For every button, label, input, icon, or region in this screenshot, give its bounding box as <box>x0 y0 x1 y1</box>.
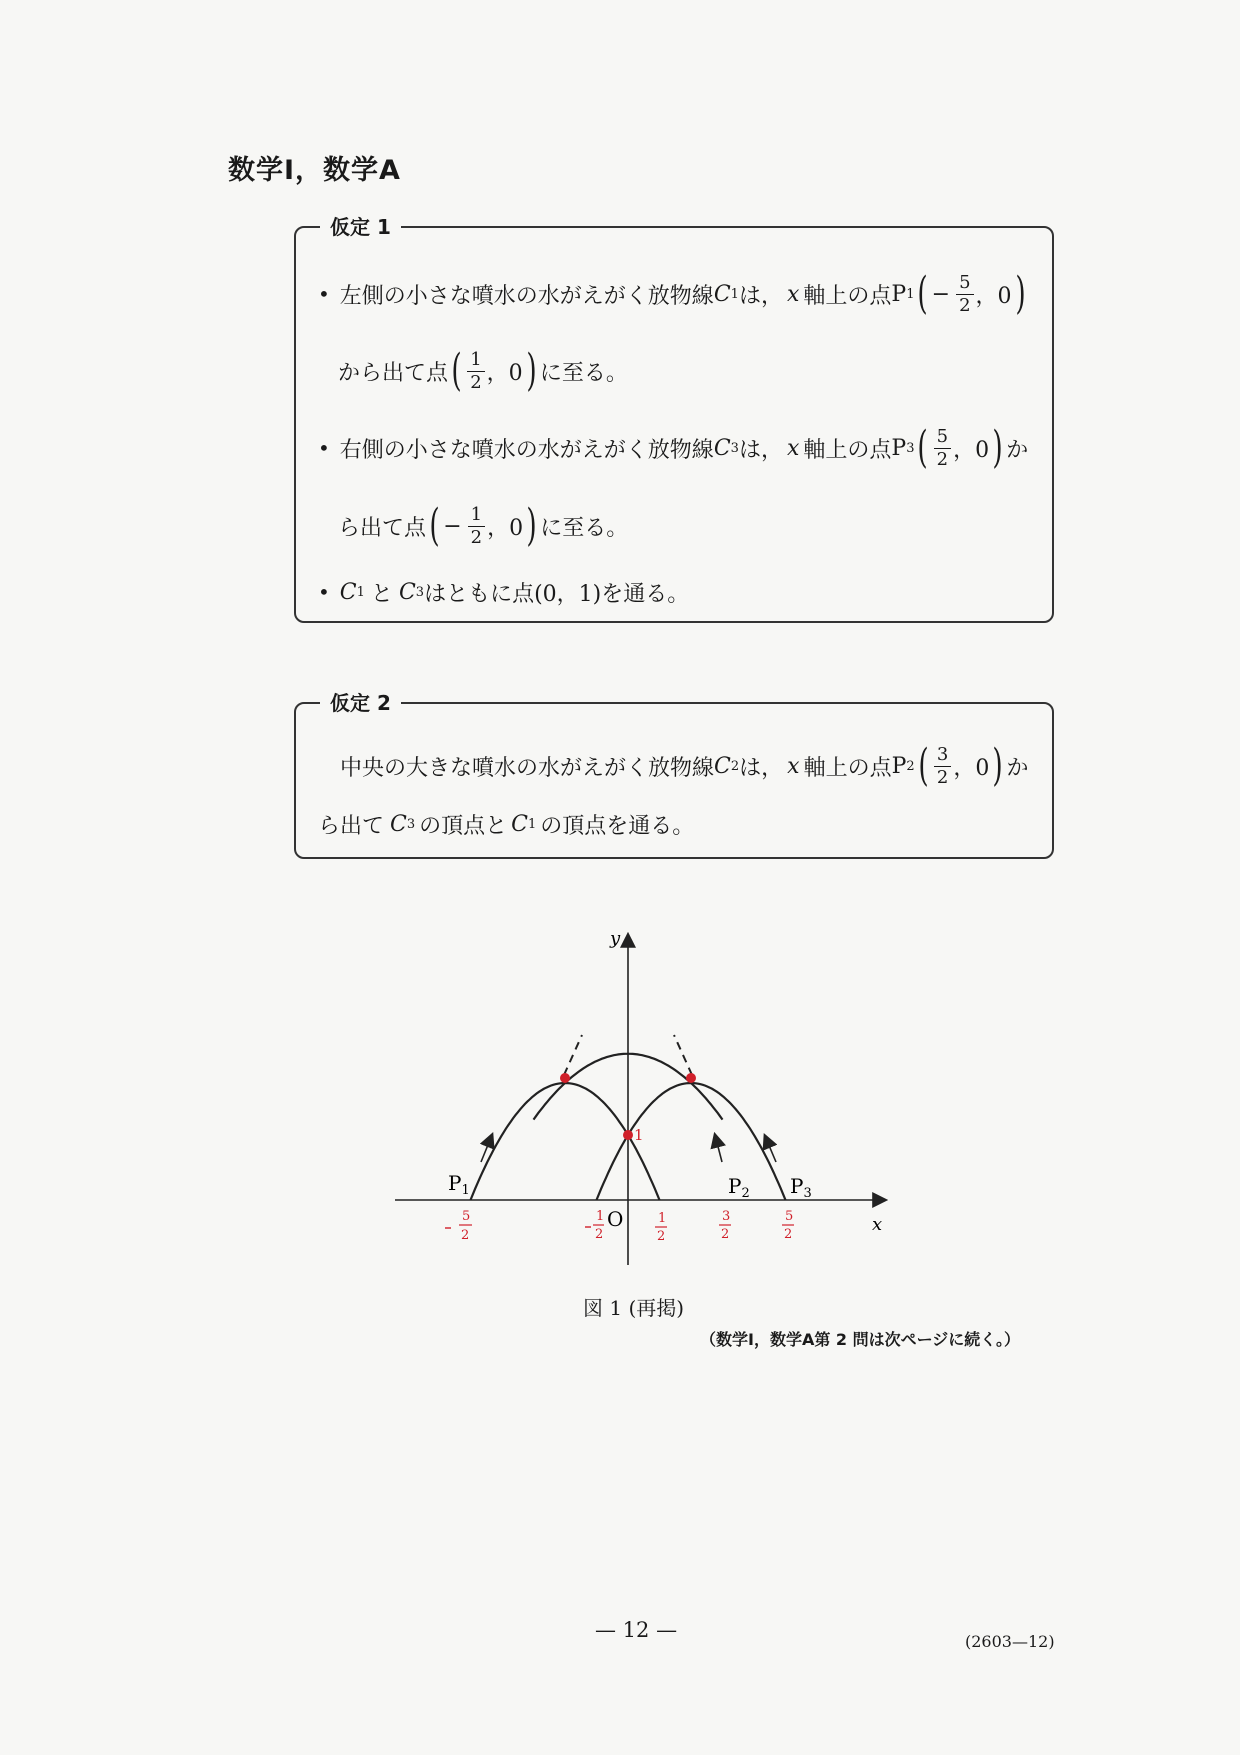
text: の頂点と <box>419 813 508 839</box>
subscript: 1 <box>356 584 365 600</box>
denominator: 2 <box>959 294 971 316</box>
text: 軸上の点 <box>803 283 892 309</box>
exam-code: (2603—12) <box>965 1632 1055 1651</box>
comma-zero: ，0 <box>487 515 524 541</box>
text: ら出て点 <box>338 515 427 541</box>
paren-close: ) <box>526 345 537 396</box>
text: は， <box>739 755 784 781</box>
fraction-5-2 <box>934 425 951 470</box>
subscript: 1 <box>906 286 915 302</box>
c2-dashed-extension-left <box>564 1035 582 1075</box>
bullet-icon: • <box>318 436 330 460</box>
numerator: 5 <box>956 274 973 295</box>
svg-text:1: 1 <box>596 1209 605 1224</box>
text: は， <box>738 437 783 463</box>
y-axis-label: y <box>610 928 621 949</box>
handwritten-tick-neg-5-2 <box>445 1209 472 1243</box>
text: 左側の小さな噴水の水がえがく放物線 <box>339 283 714 309</box>
fraction-1-2 <box>468 503 485 548</box>
assumption-2-label: 仮定 2 <box>320 687 401 716</box>
curve-name-c1: C <box>511 811 528 837</box>
parabola-c2 <box>534 1054 723 1120</box>
paren-close: ) <box>992 740 1004 791</box>
c2-dashed-extension-right <box>674 1035 692 1075</box>
minus-sign: − <box>931 281 951 307</box>
parabolas-group <box>471 1054 786 1200</box>
paren-close: ) <box>526 500 537 551</box>
subscript: 3 <box>415 584 425 600</box>
point-p3: P <box>891 435 907 461</box>
svg-text:2: 2 <box>657 1229 666 1244</box>
subscript: 1 <box>528 816 537 832</box>
svg-text:2: 2 <box>595 1227 604 1242</box>
comma-zero: ，0 <box>486 360 523 386</box>
figure-caption: 図 1 (再掲) <box>583 1296 685 1320</box>
numerator: 1 <box>468 506 485 527</box>
flow-arrow-right <box>765 1136 776 1162</box>
p1-label: $P_1$ <box>448 1171 470 1198</box>
subscript: 3 <box>406 816 416 832</box>
numerator: 3 <box>934 746 951 767</box>
text: と <box>370 581 393 607</box>
c1-vertex-point <box>560 1073 570 1083</box>
assumption-1-bullet-3 <box>318 574 689 610</box>
p3-label: $P_3$ <box>790 1174 812 1201</box>
text: の頂点を通る。 <box>540 813 695 839</box>
assumption-1-bullet-1-line-2 <box>338 345 628 397</box>
assumption-2-line-1 <box>340 740 1029 792</box>
parabola-c1 <box>471 1083 660 1200</box>
text: 軸上の点 <box>803 755 892 781</box>
comma-zero: ，0 <box>953 755 990 781</box>
parabola-c3 <box>597 1083 786 1200</box>
text: 軸上の点 <box>803 437 892 463</box>
text: に至る。 <box>540 515 629 541</box>
subscript: 2 <box>730 758 740 774</box>
continue-note: （数学Ⅰ，数学A第 2 問は次ページに続く。） <box>700 1330 1020 1349</box>
paren-close: ) <box>1014 268 1026 319</box>
assumption-1-bullet-2-line-1 <box>318 422 1028 474</box>
handwritten-tick-neg-1-2 <box>585 1209 604 1242</box>
flow-arrow-left <box>481 1135 492 1162</box>
point-p1: P <box>891 281 907 307</box>
text: から出て点 <box>338 360 449 386</box>
comma-zero: ，0 <box>953 437 990 463</box>
text: か <box>1006 755 1029 781</box>
numerator: 1 <box>467 351 484 372</box>
text: はともに点(0，1)を通る。 <box>424 581 690 607</box>
subscript: 3 <box>730 440 739 456</box>
paren-open: ( <box>917 422 929 473</box>
handwritten-tick-3-2 <box>719 1209 731 1242</box>
paren-open: ( <box>918 740 929 791</box>
handwritten-tick-1-2 <box>655 1211 667 1244</box>
subscript: 3 <box>906 440 915 456</box>
handwritten-tick-5-2 <box>782 1209 794 1242</box>
subscript: 1 <box>730 286 739 302</box>
paren-open: ( <box>429 500 440 551</box>
var-x: x <box>786 281 800 307</box>
assumption-1-bullet-2-line-2 <box>338 500 628 552</box>
origin-label: O <box>607 1207 624 1231</box>
curve-name-c3: C <box>398 579 416 605</box>
point-p2: P <box>891 753 907 779</box>
comma-zero: ，0 <box>975 283 1012 309</box>
text: 中央の大きな噴水の水がえがく放物線 <box>340 755 715 781</box>
curve-name-c1: C <box>339 579 357 605</box>
paren-open: ( <box>917 268 929 319</box>
curve-name-c1: C <box>713 281 731 307</box>
text: は， <box>738 283 783 309</box>
assumption-1-label: 仮定 1 <box>320 211 401 240</box>
minus-sign: − <box>443 513 462 539</box>
denominator: 2 <box>936 448 949 470</box>
bullet-icon: • <box>318 282 330 306</box>
paren-open: ( <box>451 345 462 396</box>
svg-text:3: 3 <box>722 1209 731 1224</box>
svg-text:5: 5 <box>785 1209 794 1224</box>
subscript: 2 <box>906 758 915 774</box>
fraction-3-2 <box>934 743 951 788</box>
curve-name-c3: C <box>390 811 407 837</box>
svg-text:2: 2 <box>784 1227 793 1242</box>
text: に至る。 <box>539 360 628 386</box>
denominator: 2 <box>470 371 482 393</box>
text: ら出て <box>318 813 385 839</box>
p2-label: $P_2$ <box>728 1174 750 1201</box>
x-axis-label: x <box>872 1214 883 1235</box>
denominator: 2 <box>470 526 483 548</box>
paren-close: ) <box>992 422 1003 473</box>
text: か <box>1006 437 1029 463</box>
page-title: 数学Ⅰ，数学A <box>228 155 401 186</box>
svg-text:2: 2 <box>461 1228 470 1243</box>
curve-name-c3: C <box>713 435 731 461</box>
svg-text:5: 5 <box>462 1209 471 1224</box>
curve-name-c2: C <box>714 753 731 779</box>
denominator: 2 <box>936 766 949 788</box>
svg-text:2: 2 <box>721 1227 730 1242</box>
svg-text:1: 1 <box>658 1211 667 1226</box>
assumption-1-bullet-1-line-1 <box>318 268 1029 320</box>
page-number: — 12 — <box>595 1618 678 1642</box>
var-x: x <box>787 753 800 779</box>
var-x: x <box>786 435 800 461</box>
bullet-icon: • <box>318 580 330 604</box>
numerator: 5 <box>934 428 951 449</box>
text: 右側の小さな噴水の水がえがく放物線 <box>339 437 714 463</box>
fraction-5-2 <box>956 271 973 316</box>
c3-vertex-point <box>686 1073 696 1083</box>
fraction-1-2 <box>467 348 484 393</box>
intersection-point <box>623 1130 633 1140</box>
intersection-label: 1 <box>634 1126 644 1144</box>
flow-arrow-middle <box>715 1135 722 1162</box>
assumption-2-line-2 <box>318 806 694 842</box>
